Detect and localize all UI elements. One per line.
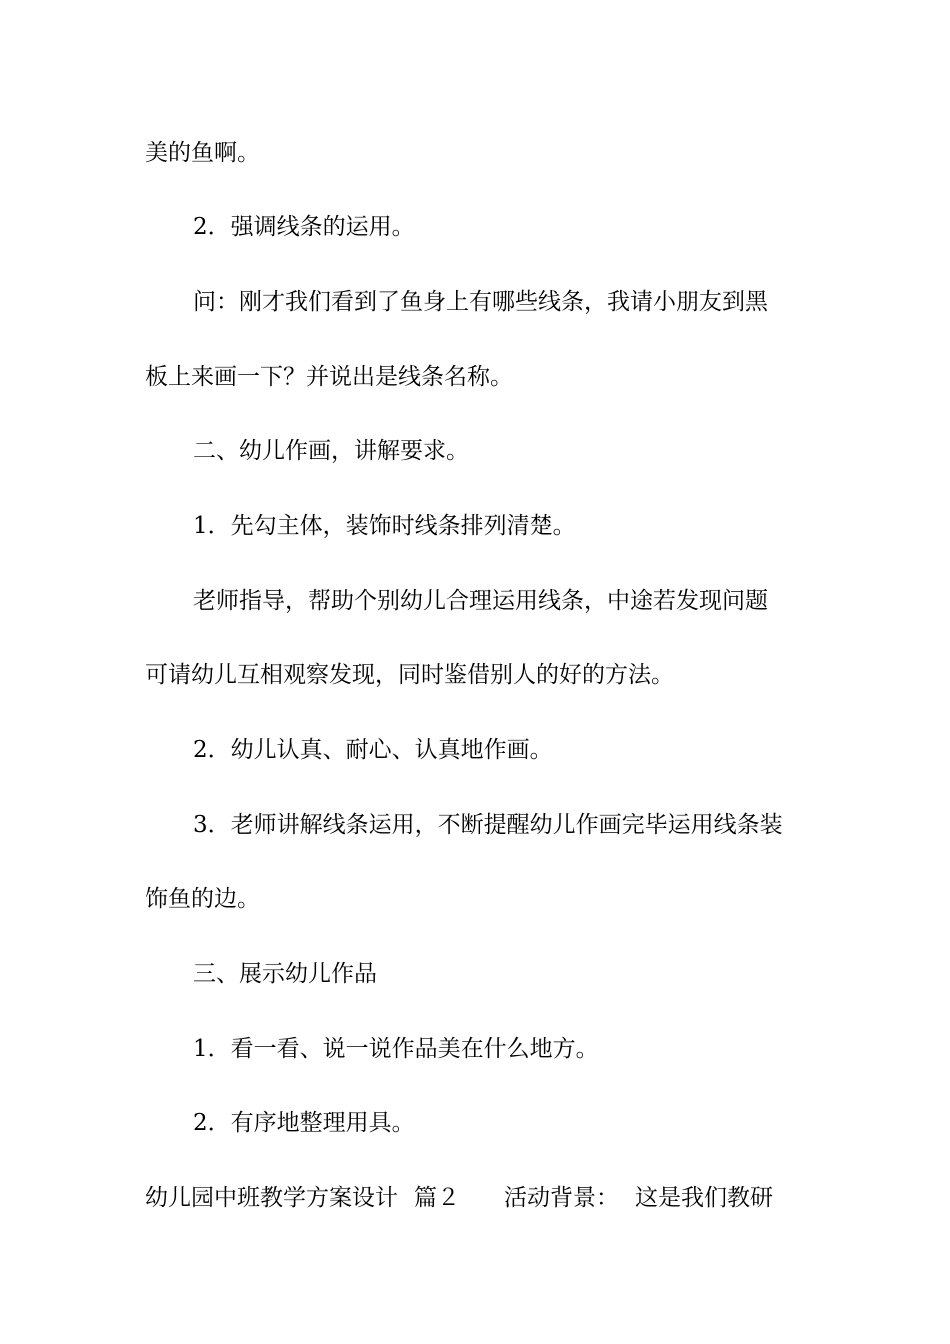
paragraph-step: 2．有序地整理用具。 (193, 1110, 415, 1136)
background-label: 活动背景： (504, 1185, 619, 1211)
paragraph-step: 2．幼儿认真、耐心、认真地作画。 (193, 737, 553, 763)
section-heading-3: 三、展示幼儿作品 (193, 961, 377, 987)
next-section-title: 幼儿园中班教学方案设计 (145, 1185, 398, 1211)
paragraph-step: 1．先勾主体，装饰时线条排列清楚。 (193, 513, 576, 539)
paragraph-guidance: 老师指导，帮助个别幼儿合理运用线条，中途若发现问题 (193, 588, 768, 614)
background-text: 这是我们教研 (635, 1185, 773, 1211)
paragraph-question: 问：刚才我们看到了鱼身上有哪些线条，我请小朋友到黑 (193, 289, 768, 315)
next-section-part: 篇２ (414, 1185, 460, 1211)
paragraph-step: 2．强调线条的运用。 (193, 214, 415, 240)
paragraph-guidance-cont: 可请幼儿互相观察发现，同时鉴借别人的好的方法。 (145, 662, 674, 688)
next-section-line (145, 1183, 810, 1213)
paragraph-step: 3．老师讲解线条运用，不断提醒幼儿作画完毕运用线条装 (193, 812, 783, 838)
section-heading-2: 二、幼儿作画，讲解要求。 (193, 438, 469, 464)
paragraph-step: 1．看一看、说一说作品美在什么地方。 (193, 1036, 599, 1062)
paragraph-question-cont: 板上来画一下？并说出是线条名称。 (145, 364, 513, 390)
paragraph-continuation: 美的鱼啊。 (145, 140, 260, 166)
paragraph-step-cont: 饰鱼的边。 (145, 886, 260, 912)
